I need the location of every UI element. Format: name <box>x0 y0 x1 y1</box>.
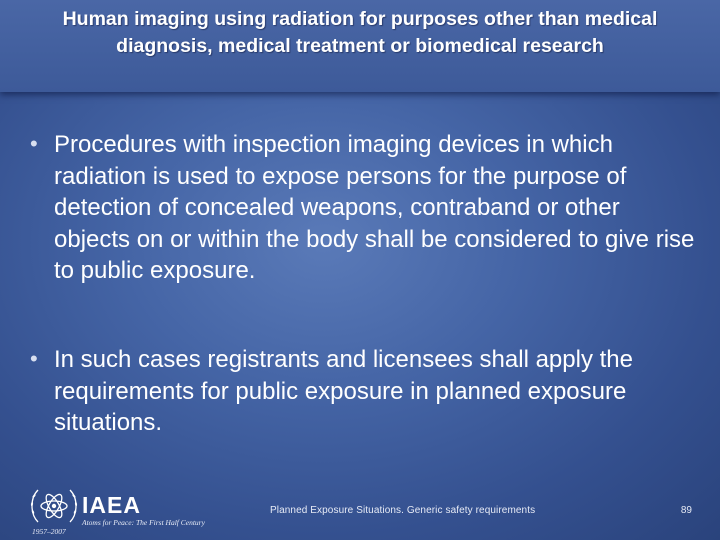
iaea-atom-laurel-icon <box>28 484 80 528</box>
bullet-item-2 <box>30 344 700 439</box>
bullet-text-2: In such cases registrants and licensees shall apply the requirements for public exposure in planned exposure situations. <box>54 346 633 436</box>
footer-caption: Planned Exposure Situations. Generic safety requirements <box>270 505 536 516</box>
slide-title: Human imaging using radiation for purposes other than medical diagnosis, medical treatment or biomedical research <box>62 8 658 57</box>
iaea-logo <box>28 482 205 538</box>
bullet-marker-icon: • <box>30 346 38 371</box>
iaea-years: 1957–2007 <box>32 527 66 536</box>
iaea-tagline: Atoms for Peace: The First Half Century <box>82 518 205 527</box>
bullet-marker-icon: • <box>30 131 38 156</box>
iaea-wordmark: IAEA <box>82 492 141 518</box>
title-bar <box>0 0 720 92</box>
bullet-text-1: Procedures with inspection imaging devices in which radiation is used to expose persons for the purpose of detection of concealed weapons, contraband or other objects on or within the body shall be considered to give rise to public exposure. <box>54 131 695 284</box>
bullet-item-1 <box>30 129 700 287</box>
page-number: 89 <box>680 505 692 516</box>
